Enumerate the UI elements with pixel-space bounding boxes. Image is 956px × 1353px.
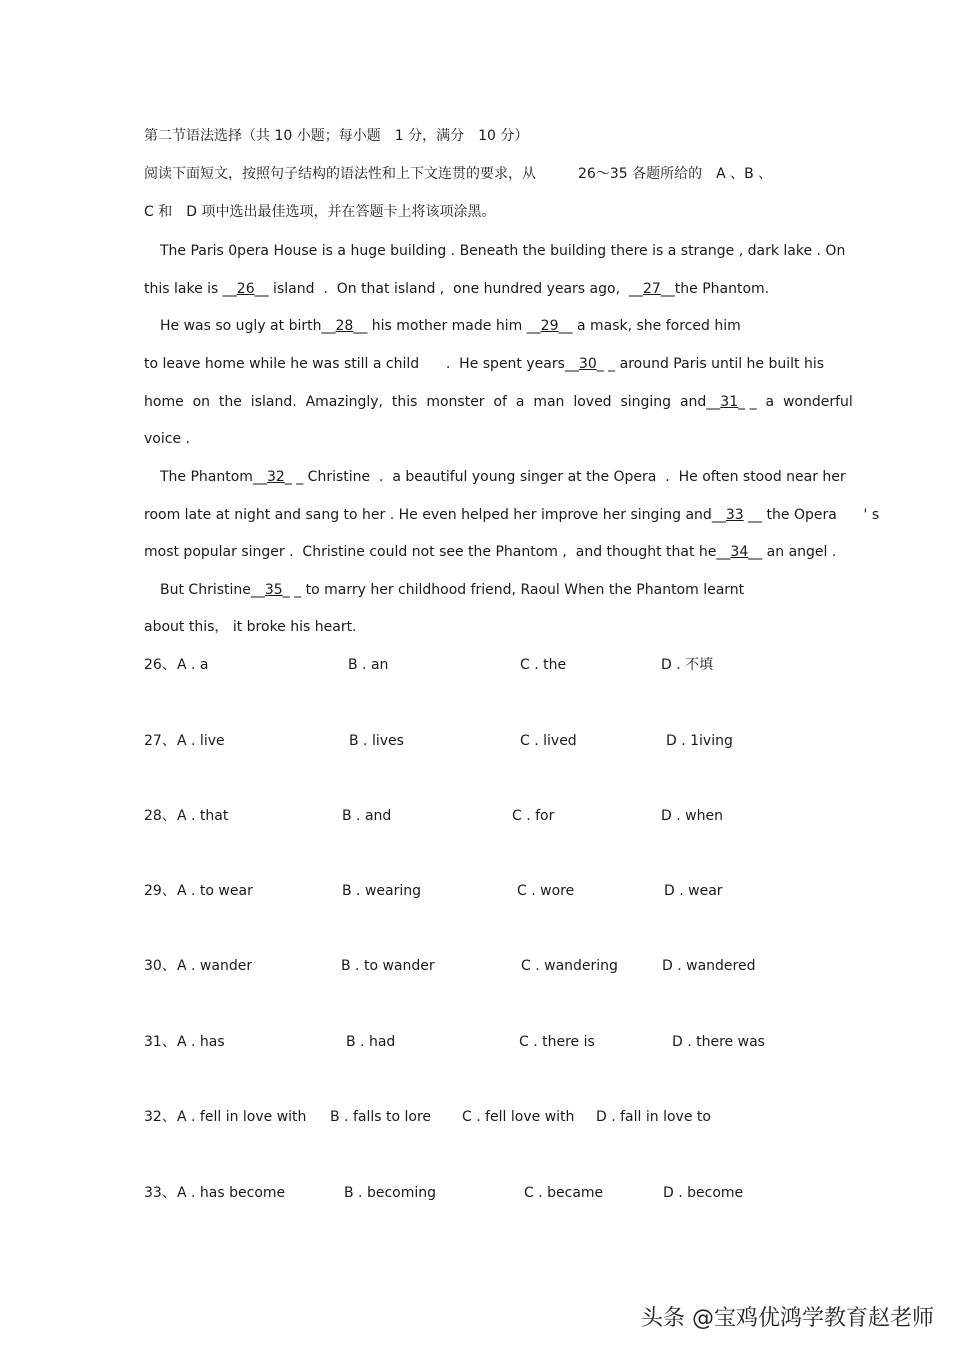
text: __the Phantom.: [660, 281, 770, 297]
option-b: B . falls to lore: [330, 1109, 432, 1125]
option-a: A . has become: [177, 1185, 286, 1201]
question-number: 28、: [144, 808, 176, 824]
text: _ _ a wonderful: [738, 394, 853, 410]
question-31: [144, 1032, 864, 1052]
text: to leave home while he was still a child . He spent years__: [144, 356, 579, 372]
question-29: [144, 881, 864, 901]
passage-line-3: [160, 316, 741, 336]
option-d: D . 不填: [661, 657, 714, 673]
blank-33: 33: [725, 507, 744, 523]
passage-line-6: voice .: [144, 431, 190, 447]
option-c: C . there is: [519, 1034, 595, 1050]
option-c: C . wore: [517, 883, 575, 899]
question-number: 30、: [144, 958, 176, 974]
text: __ an angel .: [748, 544, 837, 560]
blank-29: 29: [540, 318, 559, 334]
question-number: 31、: [144, 1034, 176, 1050]
option-a: A . a: [177, 657, 209, 673]
text: _ _ around Paris until he built his: [596, 356, 825, 372]
text: The Phantom__: [160, 469, 267, 485]
question-32: [144, 1107, 864, 1127]
option-a: A . has: [177, 1034, 225, 1050]
passage-line-4: [144, 354, 824, 374]
question-number: 26、: [144, 657, 176, 673]
option-d: D . fall in love to: [596, 1109, 711, 1125]
question-number: 32、: [144, 1109, 176, 1125]
section-title: 第二节语法选择（共 10 小题；每小题 1 分，满分 10 分）: [144, 128, 529, 144]
instruction-line-2: C 和 D 项中选出最佳选项，并在答题卡上将该项涂黑。: [144, 204, 496, 220]
blank-27: 27: [642, 281, 661, 297]
option-c: C . wandering: [521, 958, 618, 974]
option-d: D . there was: [672, 1034, 765, 1050]
text: He was so ugly at birth__: [160, 318, 336, 334]
blank-32: 32: [266, 469, 285, 485]
option-a: A . fell in love with: [177, 1109, 307, 1125]
option-c: C . lived: [520, 733, 577, 749]
passage-line-1: The Paris 0pera House is a huge building . Beneath the building there is a strange , dark lake . On: [160, 243, 846, 259]
instruction-line-1: 阅读下面短文，按照句子结构的语法性和上下文连贯的要求，从 26～35 各题所给的 A 、B 、: [144, 166, 773, 182]
option-b: B . an: [348, 657, 389, 673]
option-d: D . become: [663, 1185, 744, 1201]
question-26: [144, 655, 864, 675]
option-a: A . live: [177, 733, 225, 749]
text: room late at night and sang to her . He even helped her improve her singing and__: [144, 507, 726, 523]
question-number: 27、: [144, 733, 176, 749]
option-d: D . when: [661, 808, 723, 824]
option-d: D . wandered: [662, 958, 756, 974]
option-c: C . fell love with: [462, 1109, 575, 1125]
blank-34: 34: [730, 544, 749, 560]
question-28: [144, 806, 864, 826]
option-a: A . wander: [177, 958, 253, 974]
option-c: C . the: [520, 657, 567, 673]
option-b: B . to wander: [341, 958, 435, 974]
text: __ a mask, she forced him: [558, 318, 741, 334]
passage-line-5: [144, 392, 853, 412]
option-a: A . that: [177, 808, 229, 824]
question-number: 29、: [144, 883, 176, 899]
blank-31: 31: [720, 394, 739, 410]
text: __ his mother made him __: [353, 318, 541, 334]
text: __ the Opera ' s: [743, 507, 880, 523]
passage-line-8: [144, 505, 879, 525]
option-b: B . becoming: [344, 1185, 437, 1201]
blank-35: 35: [264, 582, 283, 598]
option-b: B . had: [346, 1034, 396, 1050]
blank-28: 28: [335, 318, 354, 334]
text: _ _ Christine . a beautiful young singer at the Opera . He often stood near her: [284, 469, 846, 485]
text: _ _ to marry her childhood friend, Raoul When the Phantom learnt: [282, 582, 745, 598]
option-d: D . wear: [664, 883, 723, 899]
text: most popular singer . Christine could not see the Phantom , and thought that he__: [144, 544, 731, 560]
option-a: A . to wear: [177, 883, 253, 899]
option-b: B . wearing: [342, 883, 422, 899]
text: __ island . On that island , one hundred years ago, __: [254, 281, 643, 297]
blank-26: 26: [236, 281, 255, 297]
text: this lake is __: [144, 281, 237, 297]
option-d: D . 1iving: [666, 733, 733, 749]
text: home on the island. Amazingly, this monster of a man loved singing and__: [144, 394, 721, 410]
question-30: [144, 956, 864, 976]
question-33: [144, 1183, 864, 1203]
passage-line-10: [160, 580, 744, 600]
passage-line-11: about this， it broke his heart.: [144, 619, 357, 635]
option-c: C . became: [524, 1185, 604, 1201]
question-27: [144, 731, 864, 751]
text: But Christine__: [160, 582, 265, 598]
option-b: B . and: [342, 808, 392, 824]
option-c: C . for: [512, 808, 555, 824]
question-number: 33、: [144, 1185, 176, 1201]
watermark-text: 头条 @宝鸡优鸿学教育赵老师: [641, 1306, 934, 1331]
passage-line-7: [160, 467, 846, 487]
blank-30: 30: [578, 356, 597, 372]
passage-line-2: [144, 279, 769, 299]
option-b: B . lives: [349, 733, 404, 749]
passage-line-9: [144, 542, 836, 562]
